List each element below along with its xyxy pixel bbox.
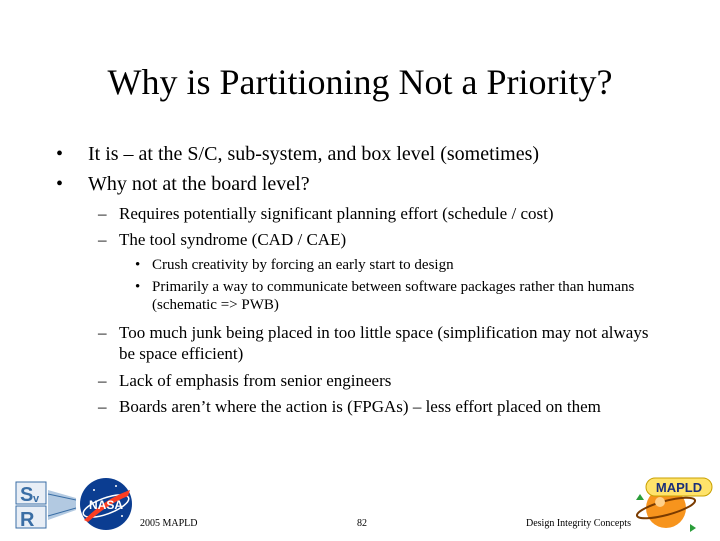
footer-left-text: 2005 MAPLD xyxy=(140,518,198,529)
nasa-logo xyxy=(78,476,134,532)
svg-text:R: R xyxy=(20,509,35,530)
sub-sub-bullet-marker: • xyxy=(135,279,141,295)
svg-text:NASA: NASA xyxy=(88,498,124,512)
sub-bullet-text: Lack of emphasis from senior engineers xyxy=(119,371,392,390)
sub-bullet-text: Too much junk being placed in too little space (simplification may not always be space efficient) xyxy=(119,323,649,363)
sub-bullet-marker: – xyxy=(98,371,107,390)
nasa-logo-graphic xyxy=(78,476,134,532)
footer-right-text: Design Integrity Concepts xyxy=(526,518,631,529)
bullet-marker: • xyxy=(56,173,64,195)
sub-bullet-marker: – xyxy=(98,204,107,223)
sub-sub-bullet-text: Primarily a way to communicate between software packages rather than humans (schematic => PWB) xyxy=(152,279,635,313)
svg-text:v: v xyxy=(33,493,40,505)
bullet-marker: • xyxy=(56,143,64,165)
sub-bullet-marker: – xyxy=(98,230,107,249)
sub-bullet-marker: – xyxy=(98,323,107,342)
sub-sub-bullet-text: Crush creativity by forcing an early start to design xyxy=(152,257,454,273)
sub-bullet-text: The tool syndrome (CAD / CAE) xyxy=(119,230,347,249)
svg-text:S: S xyxy=(20,484,34,506)
mapld-logo xyxy=(626,470,714,536)
sub-bullet-marker: – xyxy=(98,397,107,416)
svr-logo xyxy=(14,480,78,530)
mapld-logo-graphic xyxy=(626,470,714,536)
sub-bullet-text: Boards aren’t where the action is (FPGAs) – less effort placed on them xyxy=(119,397,601,416)
sub-bullet-text: Requires potentially significant planning effort (schedule / cost) xyxy=(119,204,554,223)
svr-logo-graphic xyxy=(14,480,78,530)
bullet-text: It is – at the S/C, sub-system, and box level (sometimes) xyxy=(88,143,540,165)
footer-page-number: 82 xyxy=(357,518,367,529)
bullet-text: Why not at the board level? xyxy=(88,173,310,195)
svg-text:MAPLD: MAPLD xyxy=(655,480,703,495)
slide-title: Why is Partitioning Not a Priority? xyxy=(107,62,613,102)
sub-sub-bullet-marker: • xyxy=(135,257,141,273)
